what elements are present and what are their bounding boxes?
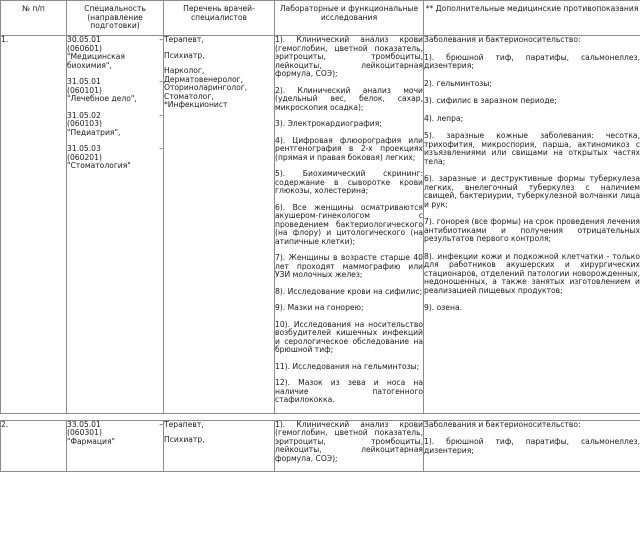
- specialty-name: "Стоматология": [67, 161, 131, 170]
- specialty-dash: –: [159, 110, 163, 120]
- contraindication-item: 4). лепра;: [424, 113, 464, 123]
- contraindication-item: 9). озена.: [424, 303, 463, 312]
- labs-cell: [275, 36, 424, 414]
- row-number: 1.: [1, 35, 9, 44]
- labs-cell: [275, 420, 424, 472]
- specialty-dash: –: [159, 77, 163, 86]
- specialty-entry: [67, 145, 163, 171]
- specialty-code: 31.05.03: [67, 144, 101, 153]
- contraindication-item: 5). заразные кожные заболевания: чесотка, трихофития, микроспория, парша, актиномикоз с изъязвлениями или свищами на открытых частях тела;: [424, 131, 640, 166]
- contraindications-cell: [424, 420, 640, 472]
- specialty-old-code: (060601): [67, 43, 102, 53]
- doctors-cell: [164, 36, 275, 414]
- specialty-code: 30.05.01: [67, 35, 101, 44]
- header-contraindications: ** Дополнительные медицинские противопоказания: [424, 1, 640, 36]
- specialty-entry: [67, 112, 163, 138]
- doctor-item: Нарколог, Дерматовенеролог, Оториноларинголог, Стоматолог, *Инфекционист: [164, 66, 248, 109]
- lab-item: 12). Мазок из зева и носа на наличие патогенного стафилококка.: [275, 378, 423, 404]
- doctor-item: Психиатр,: [164, 50, 205, 60]
- contraindication-heading: Заболевания и бактерионосительство:: [424, 35, 581, 44]
- header-num: № п/п: [1, 1, 67, 36]
- lab-item: 5). Биохимический скрининг: содержание в сыворотке крови глюкозы, холестерина;: [275, 169, 423, 195]
- contraindication-item: 7). гонорея (все формы) на срок проведения лечения антибиотиками и получения отрицательных результатов первого контроля;: [424, 217, 640, 243]
- lab-item: 3). Электрокардиография;: [275, 119, 382, 128]
- specialty-code: 33.05.01: [67, 419, 101, 429]
- row-gap: [1, 413, 640, 420]
- specialty-entry: [67, 36, 163, 70]
- specialty-name: "Педиатрия",: [67, 127, 121, 137]
- lab-item: 7). Женщины в возрасте старше 40 лет проходят маммографию или УЗИ молочных желез;: [275, 253, 423, 279]
- header-specialty: Специальность (направление подготовки): [67, 1, 164, 36]
- specialty-dash: –: [159, 144, 163, 153]
- lab-item: 8). Исследование крови на сифилис;: [275, 286, 423, 296]
- specialty-name: "Медицинская биохимия",: [67, 52, 125, 70]
- contraindication-item: 1). брюшной тиф, паратифы, сальмонеллез, дизентерия;: [424, 52, 640, 70]
- specialty-name: "Фармация": [67, 436, 116, 446]
- lab-item: 1). Клинический анализ крови (гемоглобин, цветной показатель, эритроциты, тромбоциты, лейкоциты, лейкоцитарная формула, СОЭ);: [275, 35, 423, 78]
- contraindication-item: 6). заразные и деструктивные формы туберкулеза легких, внелегочный туберкулез с наличием свищей, бактериурии, туберкулезной волчанки лица и рук;: [424, 174, 640, 209]
- table-row: [1, 420, 640, 472]
- specialty-name: "Лечебное дело",: [67, 94, 137, 103]
- lab-item: 1). Клинический анализ крови (гемоглобин, цветной показатель, эритроциты, тромбоциты, лейкоциты, лейкоцитарная формула, СОЭ);: [275, 419, 423, 463]
- specialty-dash: –: [159, 419, 163, 429]
- doctor-item: Психиатр,: [164, 435, 205, 444]
- lab-item: 10). Исследования на носительство возбудителей кишечных инфекций и серологическое обследование на брюшной тиф;: [275, 319, 423, 354]
- header-row: [1, 1, 640, 36]
- lab-item: 2). Клинический анализ мочи (удельный вес, белок, сахар, микроскопия осадка);: [275, 85, 423, 112]
- specialty-cell: [67, 36, 164, 414]
- doctors-cell: [164, 420, 275, 472]
- lab-item: 11). Исследования на гельминтозы;: [275, 361, 420, 371]
- specialty-old-code: (060103): [67, 119, 102, 128]
- contraindication-item: 1). брюшной тиф, паратифы, сальмонеллез, дизентерия;: [424, 437, 640, 455]
- specialty-entry: [67, 421, 163, 447]
- specialty-code: 31.05.02: [67, 110, 101, 120]
- doctor-item: Терапевт,: [164, 419, 204, 429]
- specialty-old-code: (060301): [67, 428, 102, 437]
- contraindications-cell: [424, 36, 640, 414]
- specialty-old-code: (060201): [67, 152, 102, 162]
- row-number-cell: [1, 36, 67, 414]
- specialty-entry: [67, 78, 163, 104]
- specialty-code: 31.05.01: [67, 77, 101, 86]
- header-doctors: Перечень врачей-специалистов: [164, 1, 275, 36]
- doctor-item: Терапевт,: [164, 35, 204, 44]
- contraindication-item: 8). инфекции кожи и подкожной клетчатки - только для работников акушерских и хирургических стационаров, отделений патологии новорожденных, недоношенных, а также занятых изготовлением и реализацией пищевых продуктов;: [424, 251, 640, 295]
- contraindication-item: 3). сифилис в заразном периоде;: [424, 96, 557, 105]
- lab-item: 6). Все женщины осматриваются акушером-гинекологом с проведением бактериологического (на флору) и цитологического (на атипичные клетки);: [275, 202, 423, 246]
- row-number: 2.: [1, 419, 9, 429]
- lab-item: 9). Мазки на гонорею;: [275, 303, 364, 312]
- specialty-dash: –: [159, 35, 163, 44]
- specialty-cell: [67, 420, 164, 472]
- table-row: [1, 36, 640, 414]
- header-labs: Лабораторные и функциональные исследования: [275, 1, 424, 36]
- contraindication-heading: Заболевания и бактерионосительство:: [424, 419, 581, 429]
- contraindication-item: 2). гельминтозы;: [424, 78, 492, 88]
- row-number-cell: [1, 420, 67, 472]
- lab-item: 4). Цифровая флюорография или рентгенография в 2-х проекциях (прямая и правая боковая) легких;: [275, 135, 423, 162]
- specialty-old-code: (060101): [67, 85, 102, 95]
